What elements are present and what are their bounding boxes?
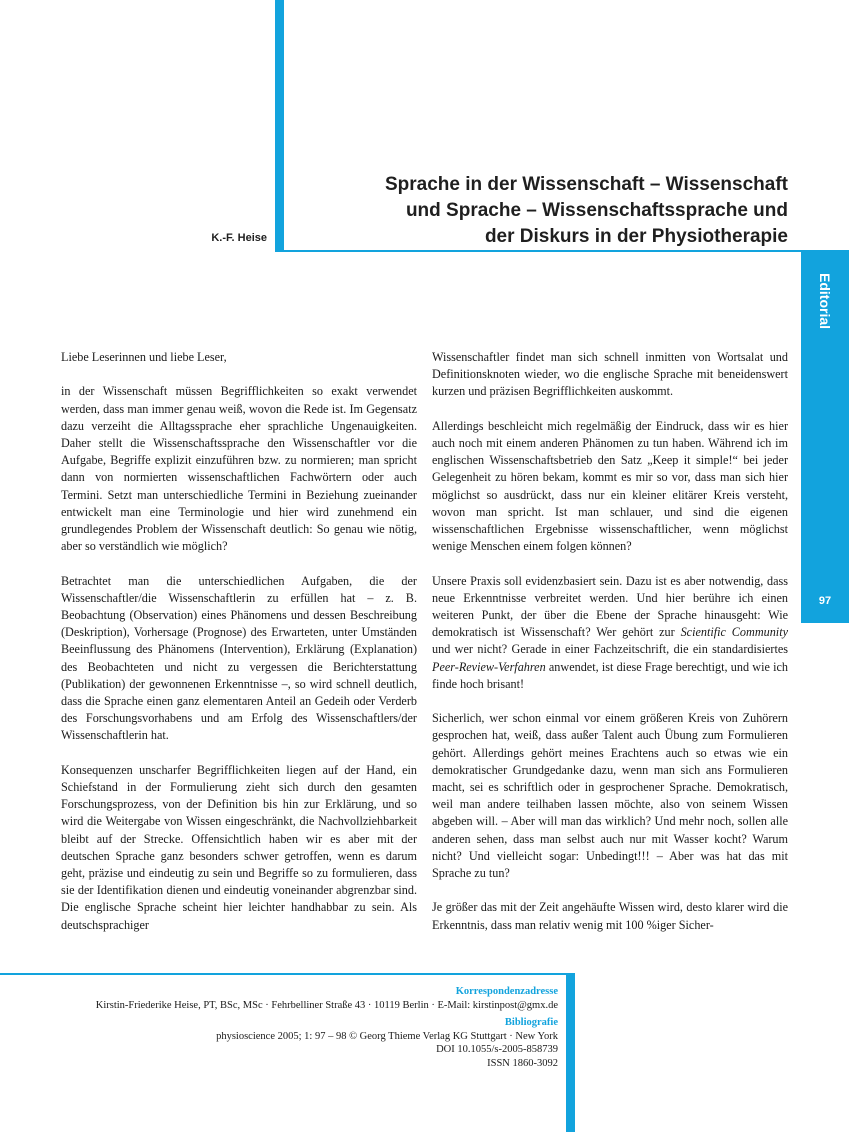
page-number: 97 xyxy=(818,595,832,607)
salutation: Liebe Leserinnen und liebe Leser, xyxy=(61,350,227,364)
bibliography-label: Bibliografie xyxy=(504,1017,558,1028)
paragraph: Betrachtet man die unterschiedlichen Aufgaben, die der Wissenschaftler/die Wissenschaftlerin zu erfüllen hat – z. B. Beobachtung (Observation) eines Phänomens und dessen Beschreibung (Deskription), Vorhersage (Prognose) des Erwarteten, unter Umständen Beeinflussung des Phänomens (Intervention), Erklärung (Explanation) des Beobachteten und nicht zu vergessen die Berichterstattung (Publikation) der gewonnenen Erkenntnisse –, so wird schnell deutlich, dass die Sprache einen ganz elementaren Anteil an Gedeih oder Verderb des Forschungsvorhabens und am Erfolg des Wissenschaftlers/der Wissenschaftlerin hat. xyxy=(61,573,417,743)
text-run: Unsere Praxis soll evidenzbasiert sein. Dazu ist es aber notwendig, dass neue Erkenntnisse verbreitet werden. Und hier berühre ich einen weiteren Punkt, der über die Ebene der Sprache hinausgeht: Wie demokratisch ist Wissenschaft? Wer gehört zur xyxy=(432,573,788,640)
accent-rule-horizontal xyxy=(275,250,849,252)
article-title xyxy=(300,172,788,250)
paragraph: Konsequenzen unscharfer Begrifflichkeiten liegen auf der Hand, ein Schiefstand in der Formulierung zieht sich durch den gesamten Forschungsprozess, von der Definition bis hin zur Erklärung, und so wird die Weitergabe von Wissen eingeschränkt, die Nachvollziehbarkeit bleibt auf der Strecke. Offensichtlich haben wir es aber mit der deutschen Sprache ganz besonders schwer getroffen, wenn es darum geht, präzise und eindeutig zu sein und Begriffe so zu formulieren, dass sie der Identifikation dienen und eindeutig voneinander abgrenzbar sind. Die englische Sprache scheint hier leichter handhabbar zu sein. Als deutschsprachiger xyxy=(61,762,417,932)
footer-accent-bar xyxy=(566,973,575,1132)
italic-term: Scientific Community xyxy=(680,625,788,640)
text-column-right xyxy=(432,349,788,951)
paragraph: Je größer das mit der Zeit angehäufte Wissen wird, desto klarer wird die Erkenntnis, dass man relativ wenig mit 100 %iger Sicher- xyxy=(432,900,788,932)
text-run: und wer nicht? Gerade in einer Fachzeitschrift, die ein standardisiertes xyxy=(432,642,788,657)
paragraph: Allerdings beschleicht mich regelmäßig der Eindruck, dass wir es hier auch noch mit einem anderen Phänomen zu tun haben. Während ich im englischen Wissenschaftsbetrieb den Satz „Keep it simple!“ bei jeder Gelegenheit zu hören bekam, kommt es mir so vor, dass man sich hier möglichst so ausdrückt, dass nur ein kleiner elitärer Kreis versteht, wovon man spricht. Ist man schlauer, und sind die eigenen wissenschaftlichen Ergebnisse wissenschaftlicher, wenn möglichst wenige Menschen einem folgen können? xyxy=(432,418,788,554)
paragraph: in der Wissenschaft müssen Begrifflichkeiten so exakt verwendet werden, dass man immer genau weiß, wovon die Rede ist. Im Gegensatz dazu verzeiht die Alltagssprache eher sprachliche Ungenauigkeiten. Daher stellt die Wissenschaftssprache den Wissenschaftler vor die Aufgabe, Begriffe explizit einzuführen bzw. zu normieren; man spricht dann von normierten wissenschaftlichen Fachwörtern oder auch Termini. Setzt man unterschiedliche Termini in Beziehung zueinander entwickelt man eine Terminologie und hier wird zunehmend ein grundlegendes Problem der Wissenschaft deutlich: So genau wie nötig, aber so verständlich wie möglich? xyxy=(61,384,417,554)
issn-line: ISSN 1860-3092 xyxy=(487,1057,558,1069)
doi-line: DOI 10.1055/s-2005-858739 xyxy=(436,1044,558,1055)
title-line: Sprache in der Wissenschaft – Wissenschaft xyxy=(384,174,788,195)
italic-term: Peer-Review-Verfahren xyxy=(432,659,546,674)
title-line: der Diskurs in der Physiotherapie xyxy=(484,226,788,247)
footer-rule xyxy=(0,973,575,975)
text-column-left xyxy=(61,349,417,951)
correspondence-label: Korrespondenzadresse xyxy=(455,986,558,997)
footer-info xyxy=(40,985,558,1070)
accent-bar-vertical xyxy=(275,0,284,251)
paragraph: Sicherlich, wer schon einmal vor einem größeren Kreis von Zuhörern gesprochen hat, weiß, dass außer Talent auch Übung zum Formulieren gehört. Allerdings gehört meines Erachtens auch so etwas wie ein demokratischer Grundgedanke dazu, wenn man sich ans Formulieren macht, sei es schriftlich oder in gesprochener Sprache. Demokratisch, weil man andere teilhaben lassen möchte, also von seinem Wissen abgeben will. – Aber will man das wirklich? Und mehr noch, sollen alle anderen sehen, dass man selbst auch nur mit Wasser kocht? Warum nicht? Und vielleicht sogar: Unbedingt!!! – Aber was hat das mit Sprache zu tun? xyxy=(432,711,788,881)
author-name: K.-F. Heise xyxy=(211,232,267,244)
section-label: Editorial xyxy=(817,273,833,330)
paragraph xyxy=(432,573,788,693)
text-run: anwendet, ist diese Frage berechtigt, und wie ich finde hoch brisant! xyxy=(432,659,788,691)
correspondence-address: Kirstin-Friederike Heise, PT, BSc, MSc · Fehrbelliner Straße 43 · 10119 Berlin · E-Mail: kirstinpost@gmx.de xyxy=(95,999,558,1011)
title-line: und Sprache – Wissenschaftssprache und xyxy=(405,200,788,221)
paragraph: Wissenschaftler findet man sich schnell inmitten von Wortsalat und Definitionsknoten wieder, wo die englische Sprache mit beneidenswert kurzen und präzisen Begrifflichkeiten auskommt. xyxy=(432,350,788,399)
citation-line: physioscience 2005; 1: 97 – 98 © Georg Thieme Verlag KG Stuttgart · New York xyxy=(216,1030,558,1042)
